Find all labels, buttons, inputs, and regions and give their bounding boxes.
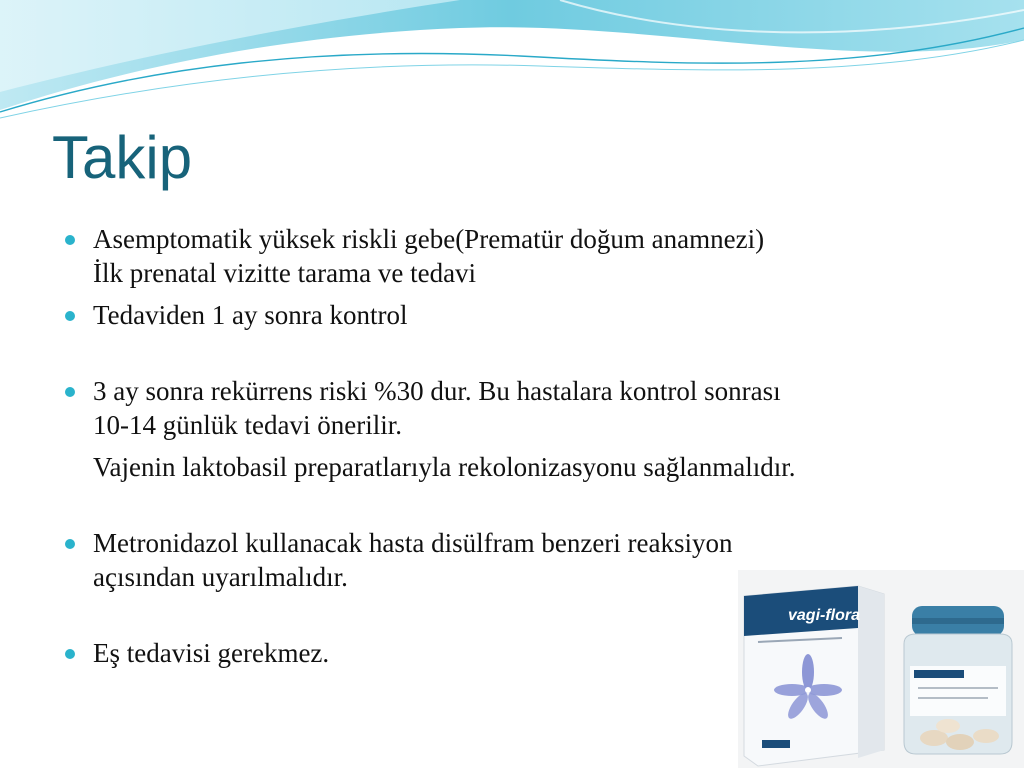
bullet-icon bbox=[65, 539, 75, 549]
list-item-text: İlk prenatal vizitte tarama ve tedavi bbox=[93, 258, 477, 288]
bullet-icon bbox=[65, 311, 75, 321]
list-item-text: Asemptomatik yüksek riskli gebe(Prematür doğum anamnezi) bbox=[93, 224, 765, 254]
list-item-text: 3 ay sonra rekürrens riski %30 dur. Bu hastalara kontrol sonrası bbox=[93, 376, 781, 406]
product-jar bbox=[904, 606, 1012, 754]
list-item-text: Tedaviden 1 ay sonra kontrol bbox=[93, 300, 408, 330]
bullet-icon bbox=[65, 387, 75, 397]
list-item bbox=[64, 374, 964, 442]
list-item-text: Metronidazol kullanacak hasta disülfram benzeri reaksiyon bbox=[93, 528, 733, 558]
bullet-icon bbox=[65, 649, 75, 659]
product-box bbox=[744, 586, 884, 766]
sub-paragraph: Vajenin laktobasil preparatlarıyla rekolonizasyonu sağlanmalıdır. bbox=[93, 452, 796, 482]
product-photo bbox=[738, 570, 1024, 768]
list-item-text: açısından uyarılmalıdır. bbox=[93, 562, 348, 592]
header-wave-decoration bbox=[0, 0, 1024, 130]
list-item bbox=[64, 298, 964, 332]
box-brand-text: vagi-flora bbox=[788, 607, 861, 624]
bullet-icon bbox=[65, 235, 75, 245]
list-item bbox=[64, 222, 964, 290]
list-item-text: 10-14 günlük tedavi önerilir. bbox=[93, 410, 402, 440]
list-item-text: Eş tedavisi gerekmez. bbox=[93, 638, 330, 668]
slide-title: Takip bbox=[52, 124, 193, 191]
